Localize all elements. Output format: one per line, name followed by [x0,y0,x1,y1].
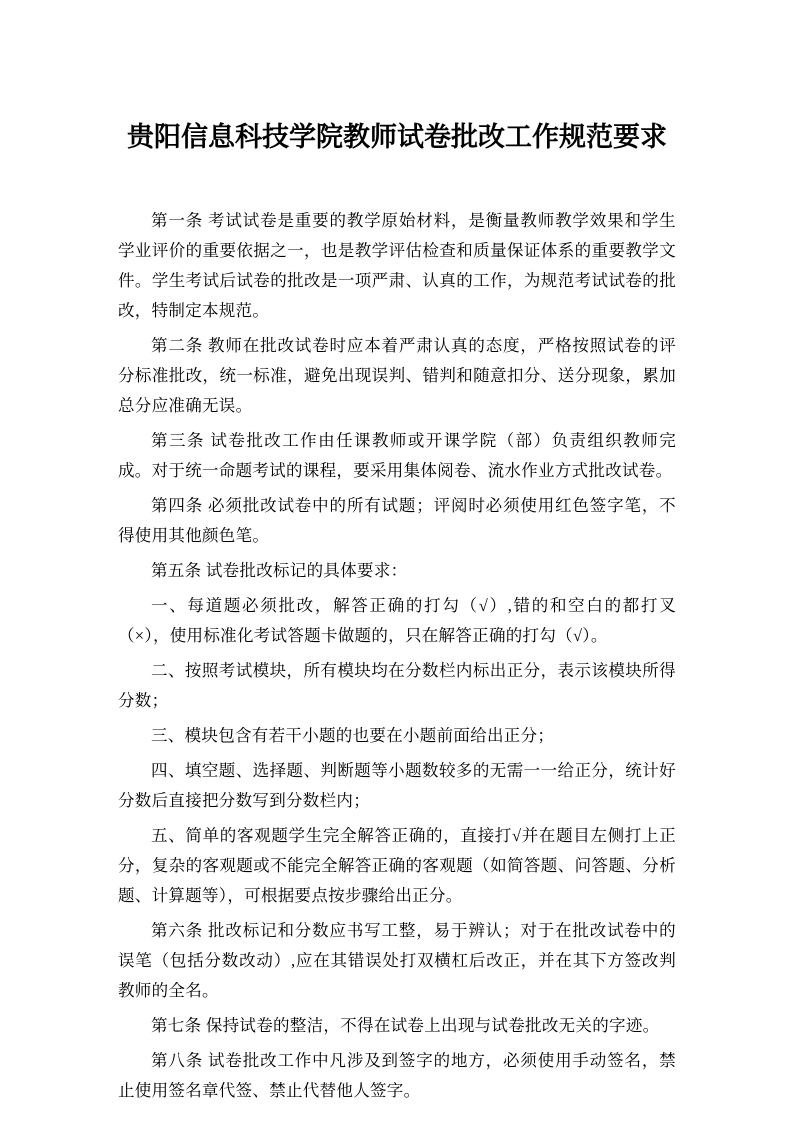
document-body [118,206,676,1106]
paragraph-item-2: 二、按照考试模块，所有模块均在分数栏内标出正分，表示该模块所得分数； [118,661,676,710]
paragraph-item-3: 三、模块包含有若干小题的也要在小题前面给出正分； [151,726,555,745]
paragraph-article-8: 第八条 试卷批改工作中凡涉及到签字的地方，必须使用手动签名，禁止使用签名章代签、禁止代替他人签字。 [118,1051,676,1100]
paragraph-article-5: 第五条 试卷批改标记的具体要求： [151,561,408,580]
paragraph-article-7: 第七条 保持试卷的整洁，不得在试卷上出现与试卷批改无关的字迹。 [151,1016,660,1035]
paragraph-article-6: 第六条 批改标记和分数应书写工整，易于辨认；对于在批改试卷中的误笔（包括分数改动）,应在其错误处打双横杠后改正，并在其下方签改判教师的全名。 [118,921,676,1000]
paragraph-article-4: 第四条 必须批改试卷中的所有试题；评阅时必须使用红色签字笔，不得使用其他颜色笔。 [118,496,676,545]
document-title: 贵阳信息科技学院教师试卷批改工作规范要求 [127,122,667,152]
paragraph-article-2: 第二条 教师在批改试卷时应本着严肃认真的态度，严格按照试卷的评分标准批改，统一标准，避免出现误判、错判和随意扣分、送分现象，累加总分应准确无误。 [118,336,676,415]
paragraph-item-4: 四、填空题、选择题、判断题等小题数较多的无需一一给正分，统计好分数后直接把分数写到分数栏内； [118,761,676,810]
paragraph-item-5: 五、简单的客观题学生完全解答正确的，直接打√并在题目左侧打上正分，复杂的客观题或不能完全解答正确的客观题（如简答题、问答题、分析题、计算题等），可根据要点按步骤给出正分。 [118,826,676,905]
paragraph-item-1: 一、每道题必须批改，解答正确的打勾（√）,错的和空白的都打叉（×），使用标准化考试答题卡做题的，只在解答正确的打勾（√）。 [118,596,676,645]
paragraph-article-1: 第一条 考试试卷是重要的教学原始材料，是衡量教师教学效果和学生学业评价的重要依据之一，也是教学评估检查和质量保证体系的重要教学文件。学生考试后试卷的批改是一项严肃、认真的工作，为规范考试试卷的批改，特制定本规范。 [118,211,676,320]
paragraph-article-3: 第三条 试卷批改工作由任课教师或开课学院（部）负责组织教师完成。对于统一命题考试的课程，要采用集体阅卷、流水作业方式批改试卷。 [118,431,676,480]
